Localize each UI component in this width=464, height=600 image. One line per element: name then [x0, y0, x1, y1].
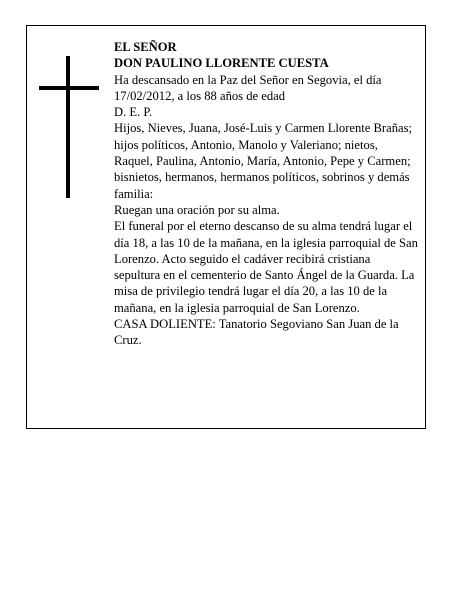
funeral-details: El funeral por el eterno descanso de su alma tendrá lugar el día 18, a las 10 de la mañana, en la iglesia parroquial de San Lorenzo. Acto seguido el cadáver recibirá cristiana sepultura en el cementerio de Santo Ángel de la Guarda. La misa de privilegio tendrá lugar el día 20, a las 10 de la mañana, en la iglesia parroquial de San Lorenzo. [114, 219, 418, 315]
prayer-request: Ruegan una oración por su alma. [114, 202, 280, 217]
family-list: Hijos, Nieves, Juana, José-Luis y Carmen Llorente Brañas; hijos políticos, Antonio, Manolo y Valeriano; nietos, Raquel, Paulina, Antonio, María, Antonio, Pepe y Carmen; bisnietos, hermanos, hermanos políticos, sobrinos y demás familia: [114, 121, 412, 201]
deceased-name: DON PAULINO LLORENTE CUESTA [114, 56, 329, 71]
passing-statement: Ha descansado en la Paz del Señor en Segovia, el día 17/02/2012, a los 88 años de edad [114, 72, 382, 103]
dep-line: D. E. P. [114, 105, 153, 120]
obituary-notice [26, 25, 426, 429]
mourning-house: CASA DOLIENTE: Tanatorio Segoviano San Juan de la Cruz. [114, 317, 399, 348]
cross-icon [39, 56, 99, 198]
notice-text [114, 39, 419, 349]
cross-horizontal-bar [39, 86, 99, 90]
cross-vertical-bar [66, 56, 70, 198]
notice-title: EL SEÑOR [114, 40, 177, 54]
